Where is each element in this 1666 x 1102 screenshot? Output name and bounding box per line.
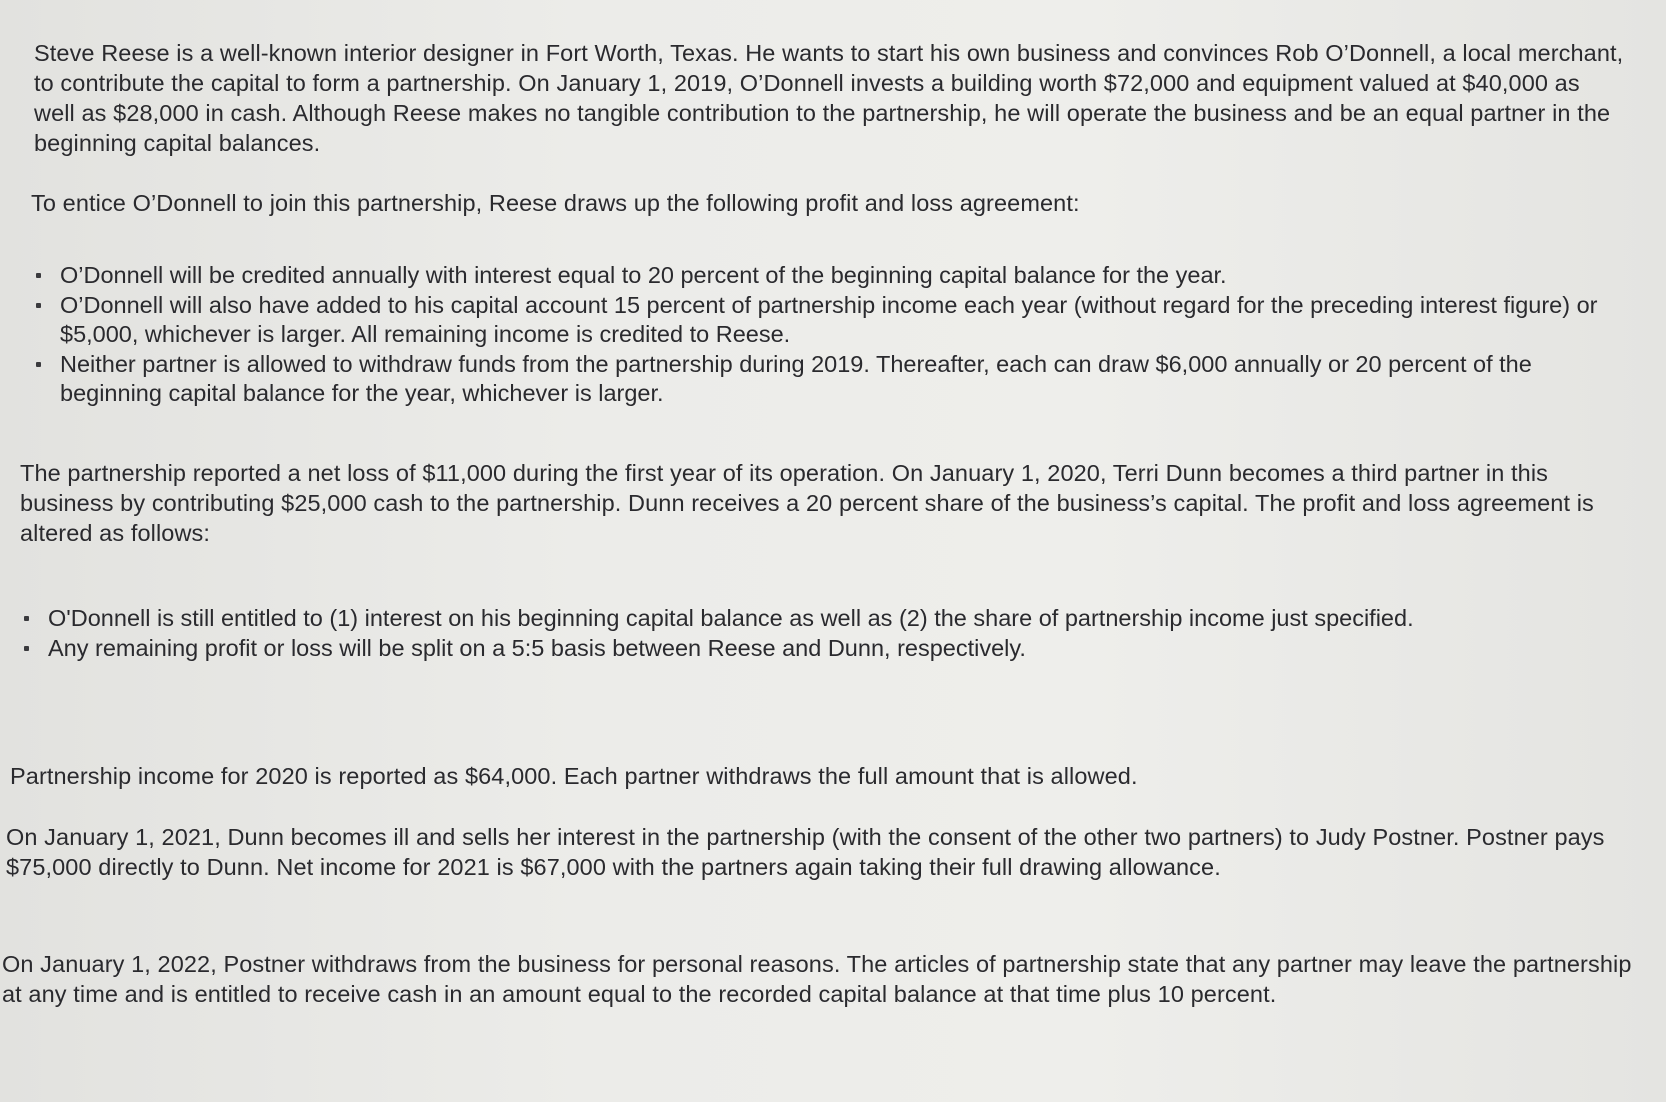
profit-loss-agreement-list bbox=[32, 261, 1632, 409]
list-item: O’Donnell will also have added to his capital account 15 percent of partnership income each year (without regard for the preceding interest figure) or $5,000, whichever is larger. All remaining income is credited to Reese. bbox=[32, 291, 1632, 349]
list-item: Neither partner is allowed to withdraw funds from the partnership during 2019. Thereafter, each can draw $6,000 annually or 20 percent of the beginning capital balance for the year, whichever is larger. bbox=[32, 350, 1632, 408]
intro-paragraph: Steve Reese is a well-known interior designer in Fort Worth, Texas. He wants to start his own business and convinces Rob O’Donnell, a local merchant, to contribute the capital to form a partnership. On January 1, 2019, O’Donnell invests a building worth $72,000 and equipment valued at $40,000 as well as $28,000 in cash. Although Reese makes no tangible contribution to the partnership, he will operate the business and be an equal partner in the beginning capital balances. bbox=[34, 40, 1624, 156]
net-loss-paragraph: The partnership reported a net loss of $11,000 during the first year of its operation. On January 1, 2020, Terri Dunn becomes a third partner in this business by contributing $25,000 cash to the partnership. Dunn receives a 20 percent share of the business’s capital. The profit and loss agreement is altered as follows: bbox=[20, 460, 1594, 546]
income-2020-paragraph: Partnership income for 2020 is reported as $64,000. Each partner withdraws the full amount that is allowed. bbox=[10, 763, 1138, 789]
dunn-sale-paragraph: On January 1, 2021, Dunn becomes ill and sells her interest in the partnership (with the consent of the other two partners) to Judy Postner. Postner pays $75,000 directly to Dunn. Net income for 2021 is $67,000 with the partners again taking their full drawing allowance. bbox=[6, 824, 1605, 880]
list-item: Any remaining profit or loss will be split on a 5:5 basis between Reese and Dunn, respectively. bbox=[20, 634, 1640, 663]
altered-agreement-list bbox=[20, 604, 1640, 664]
list-item: O'Donnell is still entitled to (1) interest on his beginning capital balance as well as (2) the share of partnership income just specified. bbox=[20, 604, 1640, 633]
agreement-intro-paragraph: To entice O’Donnell to join this partnership, Reese draws up the following profit and loss agreement: bbox=[31, 190, 1080, 216]
postner-withdrawal-paragraph: On January 1, 2022, Postner withdraws from the business for personal reasons. The articles of partnership state that any partner may leave the partnership at any time and is entitled to receive cash in an amount equal to the recorded capital balance at that time plus 10 percent. bbox=[2, 951, 1632, 1007]
list-item: O’Donnell will be credited annually with interest equal to 20 percent of the beginning capital balance for the year. bbox=[32, 261, 1632, 290]
